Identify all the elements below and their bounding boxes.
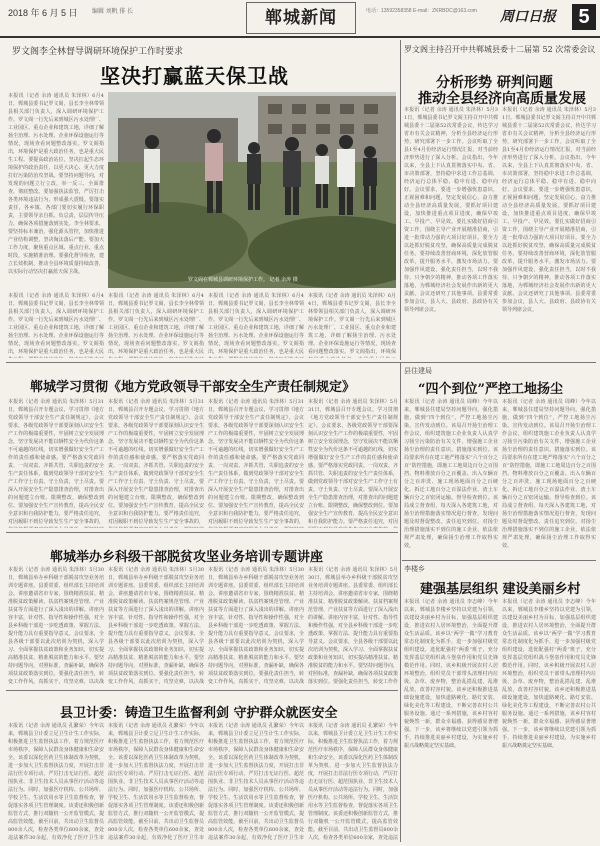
article-6-title: “四个到位”严控工地扬尘 [418, 382, 563, 397]
article-4-body-col-4: 本报讯（记者 余涛 通讯员 朱泽林）5月30日，郸城县举办乡科级干部脱贫攻坚业务培训专题讲座。县委常委、组织部长主持培训会。讲座邀请省市专家，围绕精准扶贫、精准脱贫政策解读、扶贫档案规范管理、产业扶贫等方面进行了深入浅出的讲解。讲座内容丰富，针对性、指导性和操作性强，对全县乡科级干部进一步吃透政策、掌握方法、提升能力具有重要指导意义。会议要求，全县各级干部要以此次培训为契机，深入学习、全面掌握扶贫政策和业务知识，切实提高精准扶贫、精准脱贫的能力和水平。要坚持问题导向，对照标准，查漏补缺，确保各项扶贫政策落实到位。要强化责任担当，转变工作作 [308, 567, 398, 685]
article-2-body-col-1: 本报讯（记者 余涛 通讯员 朱泽林）5月31日，郸城县委书记罗文阁主持召开中共郸城县委十二届第52次常委会议，传达学习省市有关会议精神，分析全县经济运行形势，研究部署下一步工作。会议听取了全县1至4月份经济运行情况汇报，对当前经济形势进行了深入分析。会议指出，今年以来，全县上下认真贯彻落实中央、省、市决策部署，坚持稳中求进工作总基调，经济运行总体平稳、稳中有进、稳中向好。会议要求，要进一步增强忧患意识，正视困难和问题，坚定发展信心，奋力推动全县经济高质量发展。要抓好项目建设，加快推进重点项目进度，确保早竣工、早投产、早见效。要扎实做好招商引资工作，围绕主导产业开展精准招商，引进一批带动力强的大项目好项目。要全力以赴抓好脱贫攻坚，确保高质量完成脱贫任务。要持续改善营商环境，深化放管服改革，提升服务水平，激发市场活力。要加强作风建设，强化责任担当，以时不我待、只争朝夕的精神，推动各项工作落实落地，为郸城经济社会发展作出新的更大贡献。会议还研究了其他事项。县委常委参加会议，县人大、县政府、县政协有关领导列席会议。 [404, 107, 498, 313]
article-6-body-col-2: 本报讯（记者 余涛 通讯员 周峰）今年以来，郸城县住建局坚持问题导向，强化措施，做到“四个到位”，严控工地扬尘污染。宣传发动到位。该局召开扬尘治理工作会议，组织建筑施工企业负责人认真学习扬尘污染防治有关文件，增强施工企业扬尘治理的责任意识。措施落实到位。该局要求所有在建工地严格落实“六个百分之百”防控措施，即施工工地周边百分之百围挡、物料堆放百分之百覆盖、出入车辆百分之百冲洗、施工现场地面百分之百硬化、拆迁工地百分之百湿法作业、渣土车辆百分之百密闭运输。督导检查到位。该局成立督查组，每天深入各建筑工地，对扬尘治理措施落实情况进行督查，发现问题及时督促整改。责任追究到位。对扬尘治理措施落实不到位的施工企业，依法依规严肃处理，确保扬尘治理工作取得实效。 [502, 399, 596, 549]
article-1-body-col-4: 本报讯（记者 余涛 通讯员 朱泽林）6月4日，郸城县委书记罗文阁，县长李全林带领县相关部门负责人，深入调研环境保护工作。罗文阁一行先后来到城区污水处理厂、工业园区、重点企业和建筑工地，详细了解扬尘治理、污水处理、企业环保设施运行等情况，现场查看问题整改落实。罗文阁指出，环境保护是重大政治任务，也是重大民 [208, 293, 304, 355]
article-1-body-col-1: 本报讯（记者 余涛 通讯员 朱泽林）6月4日，郸城县委书记罗文阁，县长李全林带领县相关部门负责人，深入调研环境保护工作。罗文阁一行先后来到城区污水处理厂、工业园区、重点企业和建筑工地，详细了解扬尘治理、污水处理、企业环保设施运行等情况，现场查看问题整改落实。罗文阁指出，环境保护是重大政治任务，也是重大民生工程。要提高政治站位，坚决扛起生态环境保护的政治责任，以更大决心、更大力度打好污染防治攻坚战。要坚持问题导向，对发现的问题立行立改，举一反三，全面排查，彻底整改。要加强执法监管，严厉打击各类环境违法行为，形成强大震慑。要落实责任，各乡镇、各部门要切实履行环保职责，主要领导亲自抓、负总责，层层传导压力，确保各项措施落到实处。李全林要求，要坚持标本兼治，强化源头管控，加快推进产业结构调整，坚决淘汰落后产能。要加大工作力度，聚焦重点区域、重点行业、重点时段，实施精准治理。要强化督导检查，建立长效机制，推动全县环境质量持续改善，以实际行动坚决打赢蓝天保卫战。 [8, 93, 104, 275]
contact-line: 电话：13592358358 E-mail：ZKRBDC@163.com [366, 8, 477, 14]
article-7-body-col-2: 本报讯（记者 余涛 通讯员 李志峰）今年以来，郸城县李楼乡坚持以党建为引领，以建设美丽乡村为目标，加强基层组织建设，推进农村人居环境整治，全面提升群众生活品质。该乡以“两学一做”学习教育常态化制度化为抓手，进一步加强村级党组织建设，选优配强村“两委”班子，充分发挥基层党组织战斗堡垒作用和党员先锋模范作用。同时，该乡积极开展农村人居环境整治，组织党员干部带头清理村内垃圾、杂草、废弃物，整治乱搭乱建、乱堆乱放，改善村容村貌。该乡还积极推进基础设施建设，加快道路硬化、路灯安装、绿化美化等工程建设，不断完善农村公共服务设施。通过一系列措施，该乡村容村貌焕然一新，群众幸福感、获得感显著增强。下一步，该乡将继续以党建引领为抓手，持续推进美丽乡村建设，为实施乡村振兴战略奠定坚实基础。 [502, 599, 596, 749]
article-3-body-col-4: 本报讯（记者 余涛 通讯员 朱泽林）5月31日，郸城县召开专题会议，学习贯彻《地方党政领导干部安全生产责任制规定》。会议要求，各级党政领导干部要深刻认识安全生产工作的极端重要性，牢固树立安全发展理念，坚守发展决不能以牺牲安全为代价这条不可逾越的红线，切实增强做好安全生产工作的责任感和使命感。要严格落实党政同责、一岗双责、齐抓共管、失职追责的安全生产责任体系，做到党政领导干部对安全生产工作守土有责、守土负责、守土尽责。要深入开展安全生产隐患排查治理，对排查出的问题建立台账、限期整改，确保整改到位。要加强安全生产宣传教育，提高全民安全意识和自我防护能力。要严格责任追究，对因 [308, 399, 398, 525]
horizontal-rule-1 [6, 362, 596, 363]
article-3-body-col-3: 本报讯（记者 余涛 通讯员 朱泽林）5月31日，郸城县召开专题会议，学习贯彻《地方党政领导干部安全生产责任制规定》。会议要求，各级党政领导干部要深刻认识安全生产工作的极端重要性，牢固树立安全发展理念，坚守发展决不能以牺牲安全为代价这条不可逾越的红线，切实增强做好安全生产工作的责任感和使命感。要严格落实党政同责、一岗双责、齐抓共管、失职追责的安全生产责任体系，做到党政领导干部对安全生产工作守土有责、守土负责、守土尽责。要深入开展安全生产隐患排查治理，对排查出的问题建立台账、限期整改，确保整改到位。要加强安全生产宣传教育，提高全民安全意识和自我防护能力。要严格责任追究，对因履职不到位导致发生生产安全事故的， [208, 399, 304, 525]
newspaper-logo: 周口日报 [500, 9, 556, 25]
article-7-title: 建强基层组织 建设美丽乡村 [420, 582, 581, 597]
photo-caption: 罗文阁在郸城县调研环境保护工作。 记者 余涛 摄 [188, 277, 298, 283]
article-1-title: 坚决打赢蓝天保卫战 [100, 64, 289, 88]
article-6-kicker: 县住建局 [404, 367, 432, 375]
article-4-body-col-3: 本报讯（记者 余涛 通讯员 朱泽林）5月30日，郸城县举办乡科级干部脱贫攻坚业务培训专题讲座。县委常委、组织部长主持培训会。讲座邀请省市专家，围绕精准扶贫、精准脱贫政策解读、扶贫档案规范管理、产业扶贫等方面进行了深入浅出的讲解。讲座内容丰富，针对性、指导性和操作性强，对全县乡科级干部进一步吃透政策、掌握方法、提升能力具有重要指导意义。会议要求，全县各级干部要以此次培训为契机，深入学习、全面掌握扶贫政策和业务知识，切实提高精准扶贫、精准脱贫的能力和水平。要坚持问题导向，对照标准，查漏补缺，确保各项扶贫政策落实到位。要强化责任担当，转变工作作风，真抓实干，攻坚克难，以决战 [208, 567, 304, 685]
editor-line: 编辑 刘帆 排 长 [92, 9, 134, 15]
article-3-body-col-1: 本报讯（记者 余涛 通讯员 朱泽林）5月31日，郸城县召开专题会议，学习贯彻《地方党政领导干部安全生产责任制规定》。会议要求，各级党政领导干部要深刻认识安全生产工作的极端重要性，牢固树立安全发展理念，坚守发展决不能以牺牲安全为代价这条不可逾越的红线，切实增强做好安全生产工作的责任感和使命感。要严格落实党政同责、一岗双责、齐抓共管、失职追责的安全生产责任体系，做到党政领导干部对安全生产工作守土有责、守土负责、守土尽责。要深入开展安全生产隐患排查治理，对排查出的问题建立台账、限期整改，确保整改到位。要加强安全生产宣传教育，提高全民安全意识和自我防护能力。要严格责任追究，对因履职不到位导致发生生产安全事故的， [8, 399, 104, 525]
page-header [0, 0, 600, 38]
article-4-title: 郸城举办乡科级干部脱贫攻坚业务培训专题讲座 [50, 550, 324, 565]
horizontal-rule-2 [6, 532, 398, 533]
article-6-body-col-1: 本报讯（记者 余涛 通讯员 周峰）今年以来，郸城县住建局坚持问题导向，强化措施，做到“四个到位”，严控工地扬尘污染。宣传发动到位。该局召开扬尘治理工作会议，组织建筑施工企业负责人认真学习扬尘污染防治有关文件，增强施工企业扬尘治理的责任意识。措施落实到位。该局要求所有在建工地严格落实“六个百分之百”防控措施，即施工工地周边百分之百围挡、物料堆放百分之百覆盖、出入车辆百分之百冲洗、施工现场地面百分之百硬化、拆迁工地百分之百湿法作业、渣土车辆百分之百密闭运输。督导检查到位。该局成立督查组，每天深入各建筑工地，对扬尘治理措施落实情况进行督查，发现问题及时督促整改。责任追究到位。对扬尘治理措施落实不到位的施工企业，依法依规严肃处理，确保扬尘治理工作取得实效。 [404, 399, 498, 549]
column-divider-lower [400, 362, 401, 842]
article-3-title: 郸城学习贯彻《地方党政领导干部安全生产责任制规定》 [30, 380, 356, 395]
section-title: 郸城新闻 [246, 2, 356, 34]
article-7-kicker: 李楼乡 [404, 565, 425, 573]
article-1-body-col-2: 本报讯（记者 余涛 通讯员 朱泽林）6月4日，郸城县委书记罗文阁，县长李全林带领县相关部门负责人，深入调研环境保护工作。罗文阁一行先后来到城区污水处理厂、工业园区、重点企业和建筑工地，详细了解扬尘治理、污水处理、企业环保设施运行等情况，现场查看问题整改落实。罗文阁指出，环境保护是重大政治任务，也是重大民 [8, 293, 104, 355]
article-7-body-col-1: 本报讯（记者 余涛 通讯员 李志峰）今年以来，郸城县李楼乡坚持以党建为引领，以建设美丽乡村为目标，加强基层组织建设，推进农村人居环境整治，全面提升群众生活品质。该乡以“两学一做”学习教育常态化制度化为抓手，进一步加强村级党组织建设，选优配强村“两委”班子，充分发挥基层党组织战斗堡垒作用和党员先锋模范作用。同时，该乡积极开展农村人居环境整治，组织党员干部带头清理村内垃圾、杂草、废弃物，整治乱搭乱建、乱堆乱放，改善村容村貌。该乡还积极推进基础设施建设，加快道路硬化、路灯安装、绿化美化等工程建设，不断完善农村公共服务设施。通过一系列措施，该乡村容村貌焕然一新，群众幸福感、获得感显著增强。下一步，该乡将继续以党建引领为抓手，持续推进美丽乡村建设，为实施乡村振兴战略奠定坚实基础。 [404, 599, 498, 749]
article-4-body-col-1: 本报讯（记者 余涛 通讯员 朱泽林）5月30日，郸城县举办乡科级干部脱贫攻坚业务培训专题讲座。县委常委、组织部长主持培训会。讲座邀请省市专家，围绕精准扶贫、精准脱贫政策解读、扶贫档案规范管理、产业扶贫等方面进行了深入浅出的讲解。讲座内容丰富，针对性、指导性和操作性强，对全县乡科级干部进一步吃透政策、掌握方法、提升能力具有重要指导意义。会议要求，全县各级干部要以此次培训为契机，深入学习、全面掌握扶贫政策和业务知识，切实提高精准扶贫、精准脱贫的能力和水平。要坚持问题导向，对照标准，查漏补缺，确保各项扶贫政策落实到位。要强化责任担当，转变工作作风，真抓实干，攻坚克难，以决战 [8, 567, 104, 685]
photo-illustration [108, 92, 396, 288]
article-5-body-col-3: 本报讯（记者 余涛 通讯员 孔繁荣）今年以来，郸城县卫计委立足卫生计生工作实际，积极推进卫生监督执法工作，着力规范医疗市场秩序，保障人民群众身体健康和生命安全。该委以深化医药卫生体制改革为契机，进一步加大卫生监督执法力度，开展打击非法行医专项行动，严厉打击无证行医、超范围执业、非卫生技术人员从事医疗活动等违法行为。同时，加强医疗机构、公共场所、学校卫生、生活饮用水等卫生监督检查，督促落实各项卫生管理制度。该委还积极创新监管方式，推行双随机一公开监管模式，提高监管效能。截至目前，共出动卫生监督员800余人次，检查各类单位600余家，查处违法案件30余起，有效净化了医疗卫生市 [208, 723, 304, 841]
article-2-kicker: 罗文阁主持召开中共郸城县委十二届第 52 次常委会议 [404, 45, 596, 54]
article-1-body-col-3: 本报讯（记者 余涛 通讯员 朱泽林）6月4日，郸城县委书记罗文阁，县长李全林带领县相关部门负责人，深入调研环境保护工作。罗文阁一行先后来到城区污水处理厂、工业园区、重点企业和建筑工地，详细了解扬尘治理、污水处理、企业环保设施运行等情况，现场查看问题整改落实。罗文阁指出，环境保护是重大政治任务，也是重大民 [108, 293, 204, 355]
issue-date: 2018 年 6 月 5 日 [8, 8, 78, 18]
article-1-body-col-5: 本报讯（记者 余涛 通讯员 朱泽林）6月4日，郸城县委书记罗文阁，县长李全林带领县相关部门负责人，深入调研环境保护工作。罗文阁一行先后来到城区污水处理厂、工业园区、重点企业和建筑工地，详细了解扬尘治理、污水处理、企业环保设施运行等情况，现场查看问题整改落实。罗文阁指出，环境保 [308, 293, 396, 355]
article-5-body-col-2: 本报讯（记者 余涛 通讯员 孔繁荣）今年以来，郸城县卫计委立足卫生计生工作实际，积极推进卫生监督执法工作，着力规范医疗市场秩序，保障人民群众身体健康和生命安全。该委以深化医药卫生体制改革为契机，进一步加大卫生监督执法力度，开展打击非法行医专项行动，严厉打击无证行医、超范围执业、非卫生技术人员从事医疗活动等违法行为。同时，加强医疗机构、公共场所、学校卫生、生活饮用水等卫生监督检查，督促落实各项卫生管理制度。该委还积极创新监管方式，推行双随机一公开监管模式，提高监管效能。截至目前，共出动卫生监督员800余人次，检查各类单位600余家，查处违法案件30余起，有效净化了医疗卫生市 [108, 723, 204, 841]
article-5-body-col-4: 本报讯（记者 余涛 通讯员 孔繁荣）今年以来，郸城县卫计委立足卫生计生工作实际，积极推进卫生监督执法工作，着力规范医疗市场秩序，保障人民群众身体健康和生命安全。该委以深化医药卫生体制改革为契机，进一步加大卫生监督执法力度，开展打击非法行医专项行动，严厉打击无证行医、超范围执业、非卫生技术人员从事医疗活动等违法行为。同时，加强医疗机构、公共场所、学校卫生、生活饮用水等卫生监督检查，督促落实各项卫生管理制度。该委还积极创新监管方式，推行双随机一公开监管模式，提高监管效能。截至目前，共出动卫生监督员800余人次，检查各类单位600余家，查处违法 [308, 723, 398, 841]
horizontal-rule-4 [6, 690, 398, 691]
page-number: 5 [572, 4, 596, 30]
article-5-title: 县卫计委：铸造卫生监督利剑 守护群众就医安全 [60, 706, 338, 721]
horizontal-rule-3 [402, 560, 596, 561]
article-2-title-line-1: 分析形势 研判问题 [436, 75, 553, 91]
column-divider-right [400, 40, 401, 360]
article-3-body-col-2: 本报讯（记者 余涛 通讯员 朱泽林）5月31日，郸城县召开专题会议，学习贯彻《地方党政领导干部安全生产责任制规定》。会议要求，各级党政领导干部要深刻认识安全生产工作的极端重要性，牢固树立安全发展理念，坚守发展决不能以牺牲安全为代价这条不可逾越的红线，切实增强做好安全生产工作的责任感和使命感。要严格落实党政同责、一岗双责、齐抓共管、失职追责的安全生产责任体系，做到党政领导干部对安全生产工作守土有责、守土负责、守土尽责。要深入开展安全生产隐患排查治理，对排查出的问题建立台账、限期整改，确保整改到位。要加强安全生产宣传教育，提高全民安全意识和自我防护能力。要严格责任追究，对因履职不到位导致发生生产安全事故的， [108, 399, 204, 525]
article-2-body-col-2: 本报讯（记者 余涛 通讯员 朱泽林）5月31日，郸城县委书记罗文阁主持召开中共郸城县委十二届第52次常委会议，传达学习省市有关会议精神，分析全县经济运行形势，研究部署下一步工作。会议听取了全县1至4月份经济运行情况汇报，对当前经济形势进行了深入分析。会议指出，今年以来，全县上下认真贯彻落实中央、省、市决策部署，坚持稳中求进工作总基调，经济运行总体平稳、稳中有进、稳中向好。会议要求，要进一步增强忧患意识，正视困难和问题，坚定发展信心，奋力推动全县经济高质量发展。要抓好项目建设，加快推进重点项目进度，确保早竣工、早投产、早见效。要扎实做好招商引资工作，围绕主导产业开展精准招商，引进一批带动力强的大项目好项目。要全力以赴抓好脱贫攻坚，确保高质量完成脱贫任务。要持续改善营商环境，深化放管服改革，提升服务水平，激发市场活力。要加强作风建设，强化责任担当，以时不我待、只争朝夕的精神，推动各项工作落实落地，为郸城经济社会发展作出新的更大贡献。会议还研究了其他事项。县委常委参加会议，县人大、县政府、县政协有关领导列席会议。 [502, 107, 596, 313]
article-2-title-line-2: 推动全县经济向高质量发展 [418, 91, 586, 107]
article-5-body-col-1: 本报讯（记者 余涛 通讯员 孔繁荣）今年以来，郸城县卫计委立足卫生计生工作实际，积极推进卫生监督执法工作，着力规范医疗市场秩序，保障人民群众身体健康和生命安全。该委以深化医药卫生体制改革为契机，进一步加大卫生监督执法力度，开展打击非法行医专项行动，严厉打击无证行医、超范围执业、非卫生技术人员从事医疗活动等违法行为。同时，加强医疗机构、公共场所、学校卫生、生活饮用水等卫生监督检查，督促落实各项卫生管理制度。该委还积极创新监管方式，推行双随机一公开监管模式，提高监管效能。截至目前，共出动卫生监督员800余人次，检查各类单位600余家，查处违法案件30余起，有效净化了医疗卫生市 [8, 723, 104, 841]
article-4-body-col-2: 本报讯（记者 余涛 通讯员 朱泽林）5月30日，郸城县举办乡科级干部脱贫攻坚业务培训专题讲座。县委常委、组织部长主持培训会。讲座邀请省市专家，围绕精准扶贫、精准脱贫政策解读、扶贫档案规范管理、产业扶贫等方面进行了深入浅出的讲解。讲座内容丰富，针对性、指导性和操作性强，对全县乡科级干部进一步吃透政策、掌握方法、提升能力具有重要指导意义。会议要求，全县各级干部要以此次培训为契机，深入学习、全面掌握扶贫政策和业务知识，切实提高精准扶贫、精准脱贫的能力和水平。要坚持问题导向，对照标准，查漏补缺，确保各项扶贫政策落实到位。要强化责任担当，转变工作作风，真抓实干，攻坚克难，以决战 [108, 567, 204, 685]
news-photo [108, 92, 396, 288]
article-1-kicker: 罗文阁李全林督导调研环境保护工作时要求 [12, 47, 184, 57]
